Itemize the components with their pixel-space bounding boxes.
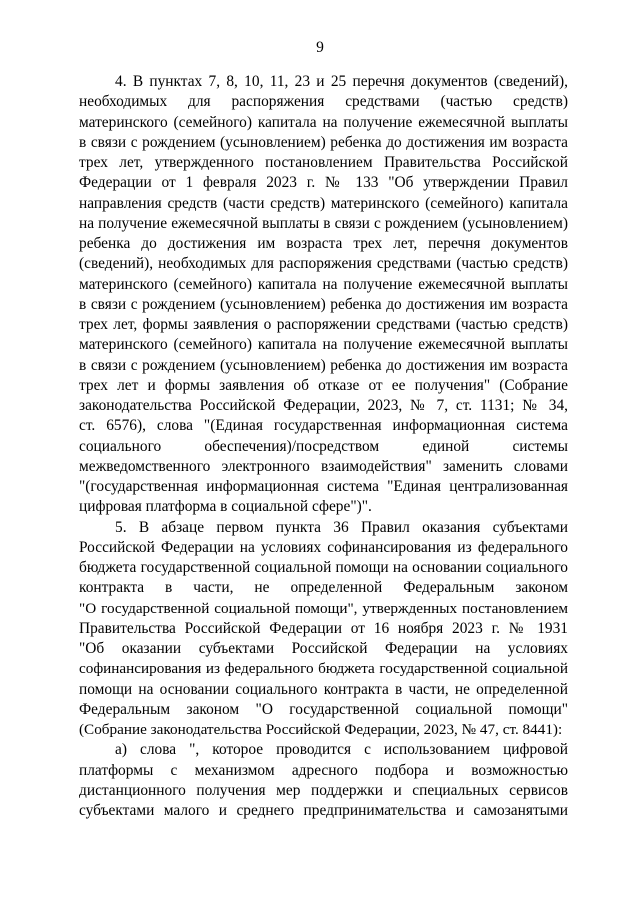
text-line: законодательства Российской Федерации, 2023, № 7, ст. 1131; № 34, [79,397,568,414]
text-line: в связи с рождением (усыновлением) ребенка до достижения им возраста [79,295,568,313]
text-line: ребенка до достижения им возраста трех лет, перечня документов [79,235,568,252]
text-line: на получение ежемесячной выплаты в связи с рождением (усыновлением) [79,214,568,232]
text-line: контракта в части, не определенной Федеральным законом [79,579,568,597]
text-line: помощи на основании социального контракта в части, не определенной [79,680,568,698]
text-line: ст. 6576), слова "(Единая государственная информационная система [79,417,568,435]
text-line: материнского (семейного) капитала на получение ежемесячной выплаты [79,113,568,131]
text-line: (сведений), необходимых для распоряжения средствами (частью средств) [79,255,568,273]
text-line: направления средств (части средств) материнского (семейного) капитала [79,194,568,212]
text-line: "Об оказании субъектами Российской Федерации на условиях [79,640,568,657]
text-line: (Собрание законодательства Российской Федерации, 2023, № 47, ст. 8441): [79,721,563,738]
text-line: 5. В абзаце первом пункта 36 Правил оказания субъектами [115,518,568,536]
text-line: в связи с рождением (усыновлением) ребенка до достижения им возраста [79,133,568,151]
text-line: софинансирования из федерального бюджета государственной социальной [79,660,568,678]
text-line: материнского (семейного) капитала на получение ежемесячной выплаты [79,275,568,293]
text-line: Российской Федерации на условиях софинансирования из федерального [79,538,568,556]
text-line: субъектами малого и среднего предпринимательства и самозанятыми [79,802,568,819]
text-line: межведомственного электронного взаимодействия" заменить словами [79,457,568,475]
text-line: Правительства Российской Федерации от 16 ноября 2023 г. № 1931 [79,619,568,637]
text-line: дистанционного получения мер поддержки и специальных сервисов [79,781,568,799]
text-line: цифровая платформа в социальной сфере")". [79,498,372,516]
text-line: трех лет и формы заявления об отказе от ее получения" (Собрание [79,376,568,394]
text-line: трех лет, утвержденного постановлением Правительства Российской [79,154,568,171]
text-line: "О государственной социальной помощи", утвержденных постановлением [79,599,568,617]
text-line: "(государственная информационная система "Единая централизованная [79,478,568,495]
text-line: необходимых для распоряжения средствами (частью средств) [79,93,568,111]
page-number: 9 [316,39,324,56]
text-line: трех лет, формы заявления о распоряжении средствами (частью средств) [79,316,568,333]
text-line: 4. В пунктах 7, 8, 10, 11, 23 и 25 перечня документов (сведений), [115,73,568,90]
text-line: бюджета государственной социальной помощи на основании социального [79,559,568,576]
text-line: социального обеспечения)/посредством единой системы [79,437,568,455]
text-line: Федерации от 1 февраля 2023 г. № 133 "Об утверждении Правил [79,174,568,192]
text-line: материнского (семейного) капитала на получение ежемесячной выплаты [79,336,568,354]
text-line: в связи с рождением (усыновлением) ребенка до достижения им возраста [79,356,568,374]
document-body [79,72,568,821]
text-line: Федеральным законом "О государственной социальной помощи" [79,700,568,718]
text-line: а) слова ", которое проводится с использованием цифровой [115,741,568,759]
text-line: платформы с механизмом адресного подбора и возможностью [79,761,568,779]
